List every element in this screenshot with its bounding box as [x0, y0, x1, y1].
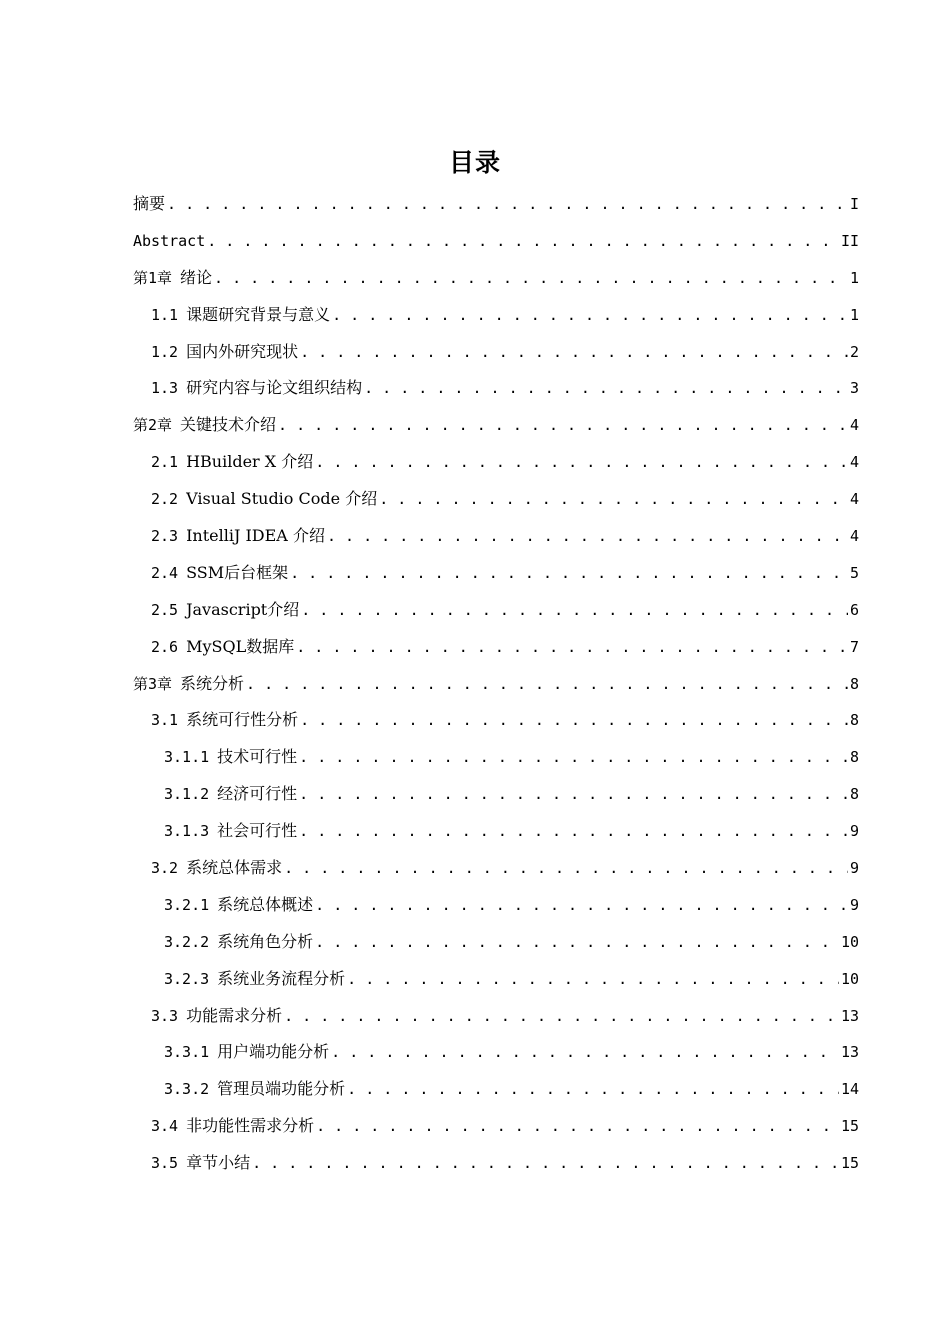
- toc-page-number: 4: [849, 453, 859, 472]
- toc-entry-text: 研究内容与论文组织结构: [186, 378, 363, 398]
- toc-entry-label: [151, 297, 330, 334]
- toc-entry-number: 2.6: [151, 637, 179, 656]
- toc-entry-label: [151, 998, 282, 1035]
- toc-page-number: 3: [849, 379, 859, 398]
- toc-entry[interactable]: [133, 1108, 859, 1145]
- toc-dot-leader: [290, 555, 848, 592]
- toc-entry-text: 功能需求分析: [186, 1005, 283, 1025]
- toc-entry-label: [164, 1071, 345, 1108]
- toc-entry-text: Abstract: [133, 231, 206, 250]
- toc-dot-leader: [315, 887, 848, 924]
- toc-entry-text: 国内外研究现状: [186, 341, 299, 361]
- toc-page-number: 10: [840, 932, 859, 951]
- toc-dot-leader: [296, 629, 848, 666]
- toc-entry[interactable]: [133, 518, 859, 555]
- toc-dot-leader: [331, 1034, 839, 1071]
- toc-entry-text: 章节小结: [186, 1153, 251, 1173]
- toc-entry-text: 系统分析: [180, 673, 245, 693]
- toc-entry-label: [133, 260, 212, 297]
- toc-entry[interactable]: [133, 555, 859, 592]
- toc-entry[interactable]: [133, 1071, 859, 1108]
- toc-page-number: 6: [849, 600, 859, 619]
- toc-entry[interactable]: [133, 297, 859, 334]
- toc-entry-number: 第1章: [133, 268, 173, 287]
- toc-dot-leader: [364, 370, 848, 407]
- toc-entry-number: 3.5: [151, 1154, 179, 1173]
- toc-dot-leader: [299, 776, 848, 813]
- toc-title: 目录: [448, 148, 501, 177]
- toc-page-number: 5: [849, 563, 859, 582]
- toc-entry-text: 系统总体概述: [217, 894, 314, 914]
- toc-dot-leader: [284, 850, 848, 887]
- toc-dot-leader: [246, 666, 848, 703]
- toc-dot-leader: [299, 813, 848, 850]
- toc-entry-text: Javascript介绍: [186, 599, 300, 619]
- toc-entry-label: [151, 518, 325, 555]
- toc-entry[interactable]: [133, 776, 859, 813]
- toc-entry-text: 系统业务流程分析: [217, 968, 346, 988]
- toc-entry-number: 第3章: [133, 674, 173, 693]
- toc-entry-number: 2.1: [151, 453, 179, 472]
- toc-entry-label: [151, 702, 298, 739]
- toc-dot-leader: [301, 592, 848, 629]
- toc-dot-leader: [332, 297, 848, 334]
- toc-dot-leader: [207, 223, 839, 260]
- toc-entry-number: 3.1.1: [164, 748, 210, 767]
- toc-dot-leader: [315, 444, 848, 481]
- toc-entry-label: [151, 481, 377, 518]
- toc-entry-label: [164, 776, 297, 813]
- toc-page-number: 14: [840, 1080, 859, 1099]
- toc-dot-leader: [300, 702, 848, 739]
- toc-page-number: 8: [849, 748, 859, 767]
- toc-entry[interactable]: [133, 924, 859, 961]
- toc-entry[interactable]: [133, 223, 859, 260]
- toc-entry-number: 3.2.3: [164, 969, 210, 988]
- toc-entry-label: [164, 739, 297, 776]
- toc-page-number: 8: [849, 785, 859, 804]
- toc-entry[interactable]: [133, 813, 859, 850]
- toc-page-number: 4: [849, 527, 859, 546]
- toc-entry-label: [164, 887, 313, 924]
- toc-dot-leader: [214, 260, 848, 297]
- toc-entry-number: 3.1: [151, 711, 179, 730]
- toc-page-number: 15: [840, 1117, 859, 1136]
- toc-entry[interactable]: [133, 998, 859, 1035]
- toc-dot-leader: [278, 407, 848, 444]
- toc-entry-text: 关键技术介绍: [180, 415, 277, 435]
- toc-entry-text: Visual Studio Code 介绍: [186, 489, 378, 509]
- toc-page-number: 1: [849, 305, 859, 324]
- toc-entry-label: [164, 813, 297, 850]
- toc-page-number: I: [849, 195, 859, 213]
- toc-entry-label: [151, 555, 288, 592]
- toc-entry-text: 系统可行性分析: [186, 710, 299, 730]
- toc-entry-label: [164, 924, 313, 961]
- toc-entry[interactable]: [133, 1145, 859, 1182]
- toc-page-number: 4: [849, 490, 859, 509]
- toc-entry-label: [151, 592, 299, 629]
- toc-entry-text: 系统总体需求: [186, 858, 283, 878]
- toc-entry-label: [151, 1145, 250, 1182]
- toc-entry[interactable]: [133, 1034, 859, 1071]
- toc-entry[interactable]: [133, 334, 859, 371]
- toc-entry-text: 管理员端功能分析: [217, 1079, 346, 1099]
- toc-entry-number: 2.3: [151, 527, 179, 546]
- toc-entry-label: [151, 850, 282, 887]
- toc-dot-leader: [347, 961, 839, 998]
- toc-entry-number: 1.3: [151, 379, 179, 398]
- toc-dot-leader: [347, 1071, 839, 1108]
- toc-entry-label: [151, 370, 362, 407]
- toc-entry-text: 绪论: [180, 267, 213, 287]
- toc-dot-leader: [300, 334, 848, 371]
- toc-entry[interactable]: [133, 444, 859, 481]
- toc-entry-number: 1.1: [151, 305, 179, 324]
- toc-entry[interactable]: [133, 739, 859, 776]
- toc-entry-text: HBuilder X 介绍: [186, 452, 314, 472]
- toc-page-number: 13: [840, 1043, 859, 1062]
- toc-entry-label: [133, 407, 276, 444]
- toc-entry[interactable]: [133, 186, 859, 223]
- toc-entry[interactable]: [133, 370, 859, 407]
- toc-page-number: 4: [849, 416, 859, 435]
- toc-page-number: 13: [840, 1006, 859, 1025]
- toc-entry[interactable]: [133, 850, 859, 887]
- toc-page-number: 7: [849, 637, 859, 656]
- toc-entry[interactable]: [133, 260, 859, 297]
- toc-entry-label: [151, 1108, 314, 1145]
- toc-entry-number: 3.1.3: [164, 822, 210, 841]
- toc-entry-number: 2.4: [151, 563, 179, 582]
- toc-page-number: 9: [849, 859, 859, 878]
- toc-page-number: 8: [849, 674, 859, 693]
- toc-list: [133, 186, 859, 1182]
- toc-entry[interactable]: [133, 592, 859, 629]
- toc-entry-number: 第2章: [133, 416, 173, 435]
- toc-entry-text: 课题研究背景与意义: [186, 304, 331, 324]
- toc-entry-number: 3.3.1: [164, 1043, 210, 1062]
- toc-entry-number: 3.2.1: [164, 895, 210, 914]
- toc-dot-leader: [327, 518, 848, 555]
- toc-entry-label: [164, 961, 345, 998]
- toc-entry-text: 摘要: [133, 194, 166, 213]
- toc-entry-label: [133, 666, 244, 703]
- toc-entry-number: 3.1.2: [164, 785, 210, 804]
- toc-entry[interactable]: [133, 407, 859, 444]
- toc-entry-number: 3.3: [151, 1006, 179, 1025]
- toc-dot-leader: [315, 924, 839, 961]
- toc-page-number: 9: [849, 895, 859, 914]
- toc-entry-text: IntelliJ IDEA 介绍: [186, 526, 325, 546]
- toc-entry-number: 3.2: [151, 859, 179, 878]
- toc-entry-number: 1.2: [151, 342, 179, 361]
- toc-page-number: 9: [849, 822, 859, 841]
- toc-page-number: II: [840, 231, 859, 250]
- toc-entry-label: [133, 186, 165, 223]
- toc-entry[interactable]: [133, 481, 859, 518]
- toc-entry-label: [151, 629, 294, 666]
- toc-entry-text: 经济可行性: [217, 784, 298, 804]
- toc-entry[interactable]: [133, 961, 859, 998]
- toc-dot-leader: [284, 998, 839, 1035]
- toc-entry[interactable]: [133, 629, 859, 666]
- toc-entry-number: 3.3.2: [164, 1080, 210, 1099]
- toc-page-number: 1: [849, 268, 859, 287]
- toc-entry-text: 技术可行性: [217, 747, 298, 767]
- toc-page-number: 15: [840, 1154, 859, 1173]
- toc-dot-leader: [252, 1145, 839, 1182]
- toc-entry[interactable]: [133, 702, 859, 739]
- toc-entry-text: 社会可行性: [217, 821, 298, 841]
- toc-entry-text: 非功能性需求分析: [186, 1116, 315, 1136]
- toc-page-number: 8: [849, 711, 859, 730]
- toc-entry-label: [164, 1034, 329, 1071]
- toc-entry-number: 2.5: [151, 600, 179, 619]
- toc-dot-leader: [167, 186, 848, 223]
- toc-entry-number: 3.4: [151, 1117, 179, 1136]
- toc-dot-leader: [316, 1108, 839, 1145]
- toc-entry[interactable]: [133, 887, 859, 924]
- toc-entry-text: 用户端功能分析: [217, 1042, 330, 1062]
- toc-page-number: 10: [840, 969, 859, 988]
- toc-entry-label: [133, 223, 205, 260]
- toc-entry-text: 系统角色分析: [217, 931, 314, 951]
- toc-entry-label: [151, 444, 313, 481]
- toc-entry-text: SSM后台框架: [186, 562, 289, 582]
- toc-entry[interactable]: [133, 666, 859, 703]
- toc-dot-leader: [379, 481, 848, 518]
- toc-entry-number: 3.2.2: [164, 932, 210, 951]
- toc-entry-number: 2.2: [151, 490, 179, 509]
- toc-dot-leader: [299, 739, 848, 776]
- toc-entry-text: MySQL数据库: [186, 636, 295, 656]
- toc-page-number: 2: [849, 342, 859, 361]
- toc-entry-label: [151, 334, 298, 371]
